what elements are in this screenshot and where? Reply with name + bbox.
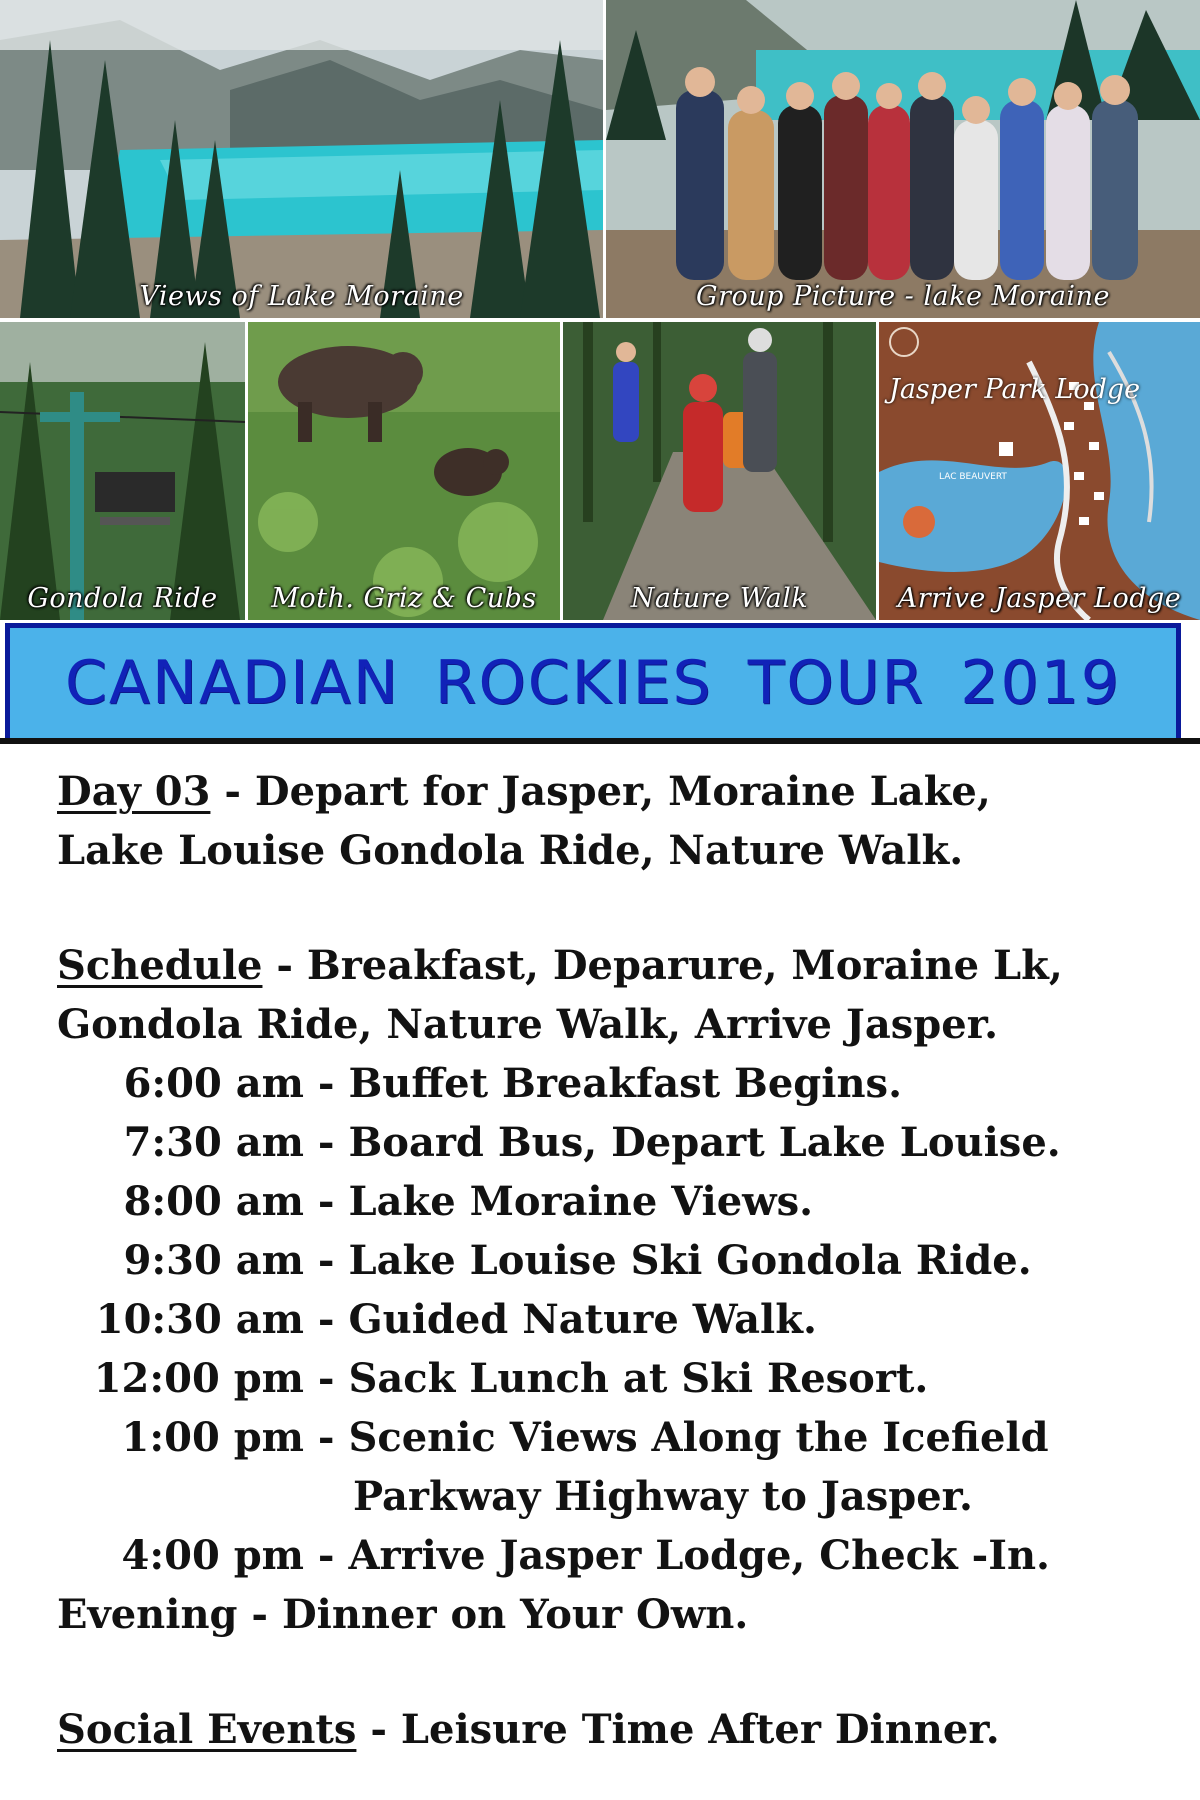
photo-caption: Arrive Jasper Lodge [897, 583, 1182, 614]
photo-caption: Nature Walk [630, 583, 809, 614]
schedule-desc: Scenic Views Along the Icefield [348, 1414, 1049, 1461]
schedule-line-1 [57, 936, 1187, 995]
schedule-time: 6:00 am [123, 1060, 304, 1107]
schedule-item: 12:00 pm - Sack Lunch at Ski Resort. [57, 1349, 1187, 1408]
schedule-desc: Board Bus, Depart Lake Louise. [348, 1119, 1061, 1166]
banner-divider [0, 738, 1200, 744]
map-lake-label: LAC BEAUVERT [939, 472, 1007, 482]
banner-title: CANADIAN ROCKIES TOUR 2019 [65, 648, 1121, 718]
day-line-1 [57, 762, 1187, 821]
photo-collage [0, 0, 1200, 620]
day-label: Day 03 [57, 768, 211, 815]
social-line [57, 1700, 1187, 1759]
photo-caption: Gondola Ride [27, 583, 218, 614]
schedule-time: 4:00 pm [121, 1532, 304, 1579]
lake-image [0, 0, 603, 318]
schedule-text-1: - Breakfast, Deparure, Moraine Lk, [262, 942, 1063, 989]
title-banner [5, 623, 1181, 743]
schedule-desc: Guided Nature Walk. [348, 1296, 817, 1343]
day-text-1: - Depart for Jasper, Moraine Lake, [210, 768, 991, 815]
photo-caption: Moth. Griz & Cubs [271, 583, 537, 614]
group-image [606, 0, 1200, 318]
photo-nature-walk [563, 322, 876, 620]
photo-group-picture [606, 0, 1200, 318]
schedule-time: 10:30 am [95, 1296, 304, 1343]
schedule-item: 8:00 am - Lake Moraine Views. [57, 1172, 1187, 1231]
schedule-time: 8:00 am [123, 1178, 304, 1225]
evening-line: Evening - Dinner on Your Own. [57, 1591, 749, 1638]
schedule-desc: Buffet Breakfast Begins. [348, 1060, 902, 1107]
schedule-desc: Sack Lunch at Ski Resort. [348, 1355, 929, 1402]
schedule-item: 9:30 am - Lake Louise Ski Gondola Ride. [57, 1231, 1187, 1290]
bears-image [248, 322, 560, 620]
gondola-image [0, 322, 245, 620]
schedule-item: 10:30 am - Guided Nature Walk. [57, 1290, 1187, 1349]
schedule-line-2: Gondola Ride, Nature Walk, Arrive Jasper. [57, 1001, 999, 1048]
photo-lake-moraine [0, 0, 603, 318]
schedule-item-continued: Parkway Highway to Jasper. [353, 1473, 973, 1520]
schedule-desc: Lake Moraine Views. [348, 1178, 814, 1225]
schedule-time: 1:00 pm [121, 1414, 304, 1461]
schedule-item: 7:30 am - Board Bus, Depart Lake Louise. [57, 1113, 1187, 1172]
photo-gondola-ride [0, 322, 245, 620]
map-title: Jasper Park Lodge [889, 374, 1141, 405]
schedule-desc: Lake Louise Ski Gondola Ride. [348, 1237, 1032, 1284]
social-label: Social Events [57, 1706, 357, 1753]
photo-jasper-map [879, 322, 1200, 620]
schedule-time: 7:30 am [123, 1119, 304, 1166]
schedule-item: 1:00 pm - Scenic Views Along the Icefield [57, 1408, 1187, 1467]
social-text: - Leisure Time After Dinner. [356, 1706, 1000, 1753]
day-line-2: Lake Louise Gondola Ride, Nature Walk. [57, 827, 964, 874]
photo-caption: Views of Lake Moraine [139, 281, 464, 312]
schedule-desc: Arrive Jasper Lodge, Check -In. [348, 1532, 1050, 1579]
schedule-time: 9:30 am [123, 1237, 304, 1284]
schedule-item: 4:00 pm - Arrive Jasper Lodge, Check -In. [57, 1526, 1187, 1585]
itinerary [57, 762, 1187, 1759]
photo-grizzly-bears [248, 322, 560, 620]
photo-caption: Group Picture - lake Moraine [696, 281, 1110, 312]
schedule-label: Schedule [57, 942, 263, 989]
schedule-time: 12:00 pm [93, 1355, 304, 1402]
schedule-item: 6:00 am - Buffet Breakfast Begins. [57, 1054, 1187, 1113]
walk-image [563, 322, 876, 620]
map-image [879, 322, 1200, 620]
